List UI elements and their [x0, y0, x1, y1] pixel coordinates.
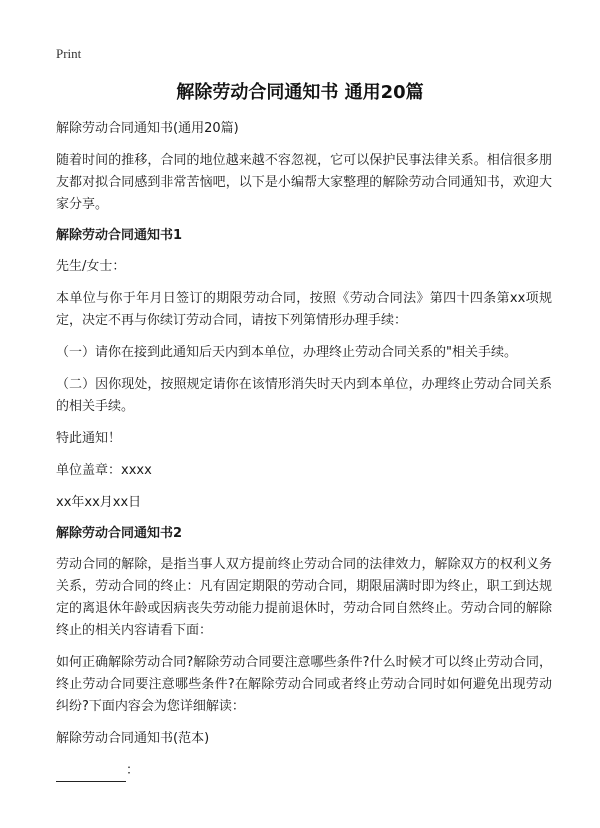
special-notice: 特此通知！	[56, 431, 122, 446]
section-2-paragraph-2: 如何正确解除劳动合同?解除劳动合同要注意哪些条件?什么时候才可以终止劳动合同，终止劳动合同要注意哪些条件?在解除劳动合同或者终止劳动合同时如何避免出现劳动纠纷?下面内容会为您详细解读：	[56, 655, 552, 714]
salutation: 先生/女士：	[56, 259, 126, 274]
document-subtitle: 解除劳动合同通知书(通用20篇)	[56, 121, 239, 136]
section-2-paragraph-1: 劳动合同的解除，是指当事人双方提前终止劳动合同的法律效力，解除双方的权利义务关系，劳动合同的终止：凡有固定期限的劳动合同，期限届满时即为终止，职工到达规定的离退休年龄或因病丧失劳动能力提前退休时，劳动合同自然终止。劳动合同的解除终止的相关内容请看下面：	[56, 557, 552, 638]
section-2-heading: 解除劳动合同通知书2	[56, 526, 183, 541]
intro-paragraph: 随着时间的推移，合同的地位越来越不容忽视，它可以保护民事法律关系。相信很多朋友都对拟合同感到非常苦恼吧，以下是小编帮大家整理的解除劳动合同通知书，欢迎大家分享。	[56, 153, 552, 212]
addressee-line	[56, 760, 552, 782]
section-1-paragraph-2: （一）请你在接到此通知后天内到本单位，办理终止劳动合同关系的"相关手续。	[56, 345, 517, 360]
section-1-heading: 解除劳动合同通知书1	[56, 228, 183, 243]
section-1-paragraph-3: （二）因你现处，按照规定请你在该情形消失时天内到本单位，办理终止劳动合同关系的相关手续。	[56, 377, 552, 414]
notice-date: xx年xx月xx日	[56, 495, 142, 510]
sample-title: 解除劳动合同通知书(范本)	[56, 731, 210, 746]
addressee-blank	[56, 767, 126, 782]
section-1-paragraph-1: 本单位与你于年月日签订的期限劳动合同，按照《劳动合同法》第四十四条第xx项规定，决定不再与你续订劳动合同，请按下列第情形办理手续：	[56, 291, 552, 328]
document-body	[56, 118, 552, 792]
page-title: 解除劳动合同通知书 通用20篇	[176, 82, 424, 103]
print-label: Print	[56, 46, 82, 61]
company-seal-line: 单位盖章：xxxx	[56, 463, 152, 478]
addressee-colon: ：	[126, 763, 140, 778]
